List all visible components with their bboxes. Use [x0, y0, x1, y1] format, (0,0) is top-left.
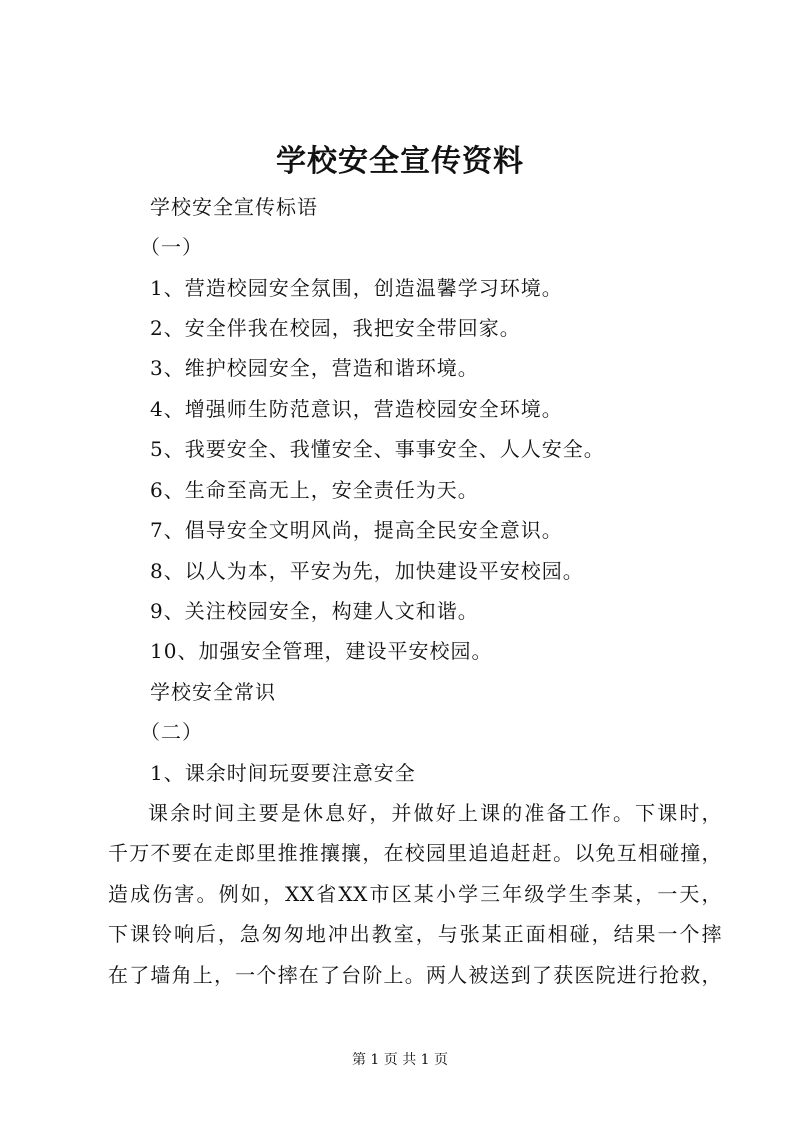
section-marker-one: （一） — [140, 235, 203, 259]
slogan-item: 2、安全伴我在校园，我把安全带回家。 — [150, 316, 521, 340]
paragraph-line: 千万不要在走郎里推推攘攘，在校园里追追赶赶。以免互相碰撞， — [108, 841, 722, 865]
document-title: 学校安全宣传资料 — [276, 144, 524, 179]
slogan-item: 5、我要安全、我懂安全、事事安全、人人安全。 — [150, 437, 605, 461]
section-heading-safety-knowledge: 学校安全常识 — [150, 680, 276, 704]
slogan-item: 3、维护校园安全，营造和谐环境。 — [150, 356, 479, 380]
slogan-item: 9、关注校园安全，构建人文和谐。 — [150, 599, 479, 623]
slogan-item: 6、生命至高无上，安全责任为天。 — [150, 478, 479, 502]
slogan-item: 10、加强安全管理，建设平安校园。 — [150, 639, 493, 663]
paragraph-line: 课余时间主要是休息好，并做好上课的准备工作。下课时， — [148, 801, 722, 825]
slogan-item: 8、以人为本，平安为先，加快建设平安校园。 — [150, 559, 584, 583]
paragraph-line: 在了墙角上，一个摔在了台阶上。两人被送到了获医院进行抢救， — [108, 963, 722, 987]
subheading: 1、课余时间玩耍要注意安全 — [150, 761, 416, 785]
slogan-item: 4、增强师生防范意识，营造校园安全环境。 — [150, 397, 563, 421]
section-heading-slogans: 学校安全宣传标语 — [150, 195, 318, 219]
page-footer: 第 1 页 共 1 页 — [351, 1052, 449, 1068]
paragraph-line: 造成伤害。例如，XX省XX市区某小学三年级学生李某，一天， — [108, 882, 722, 906]
slogan-item: 7、倡导安全文明风尚，提高全民安全意识。 — [150, 518, 563, 542]
slogan-item: 1、营造校园安全氛围，创造温馨学习环境。 — [150, 276, 563, 300]
section-marker-two: （二） — [140, 720, 203, 744]
paragraph-line: 下课铃响后，急匆匆地冲出教室，与张某正面相碰，结果一个摔 — [108, 922, 722, 946]
